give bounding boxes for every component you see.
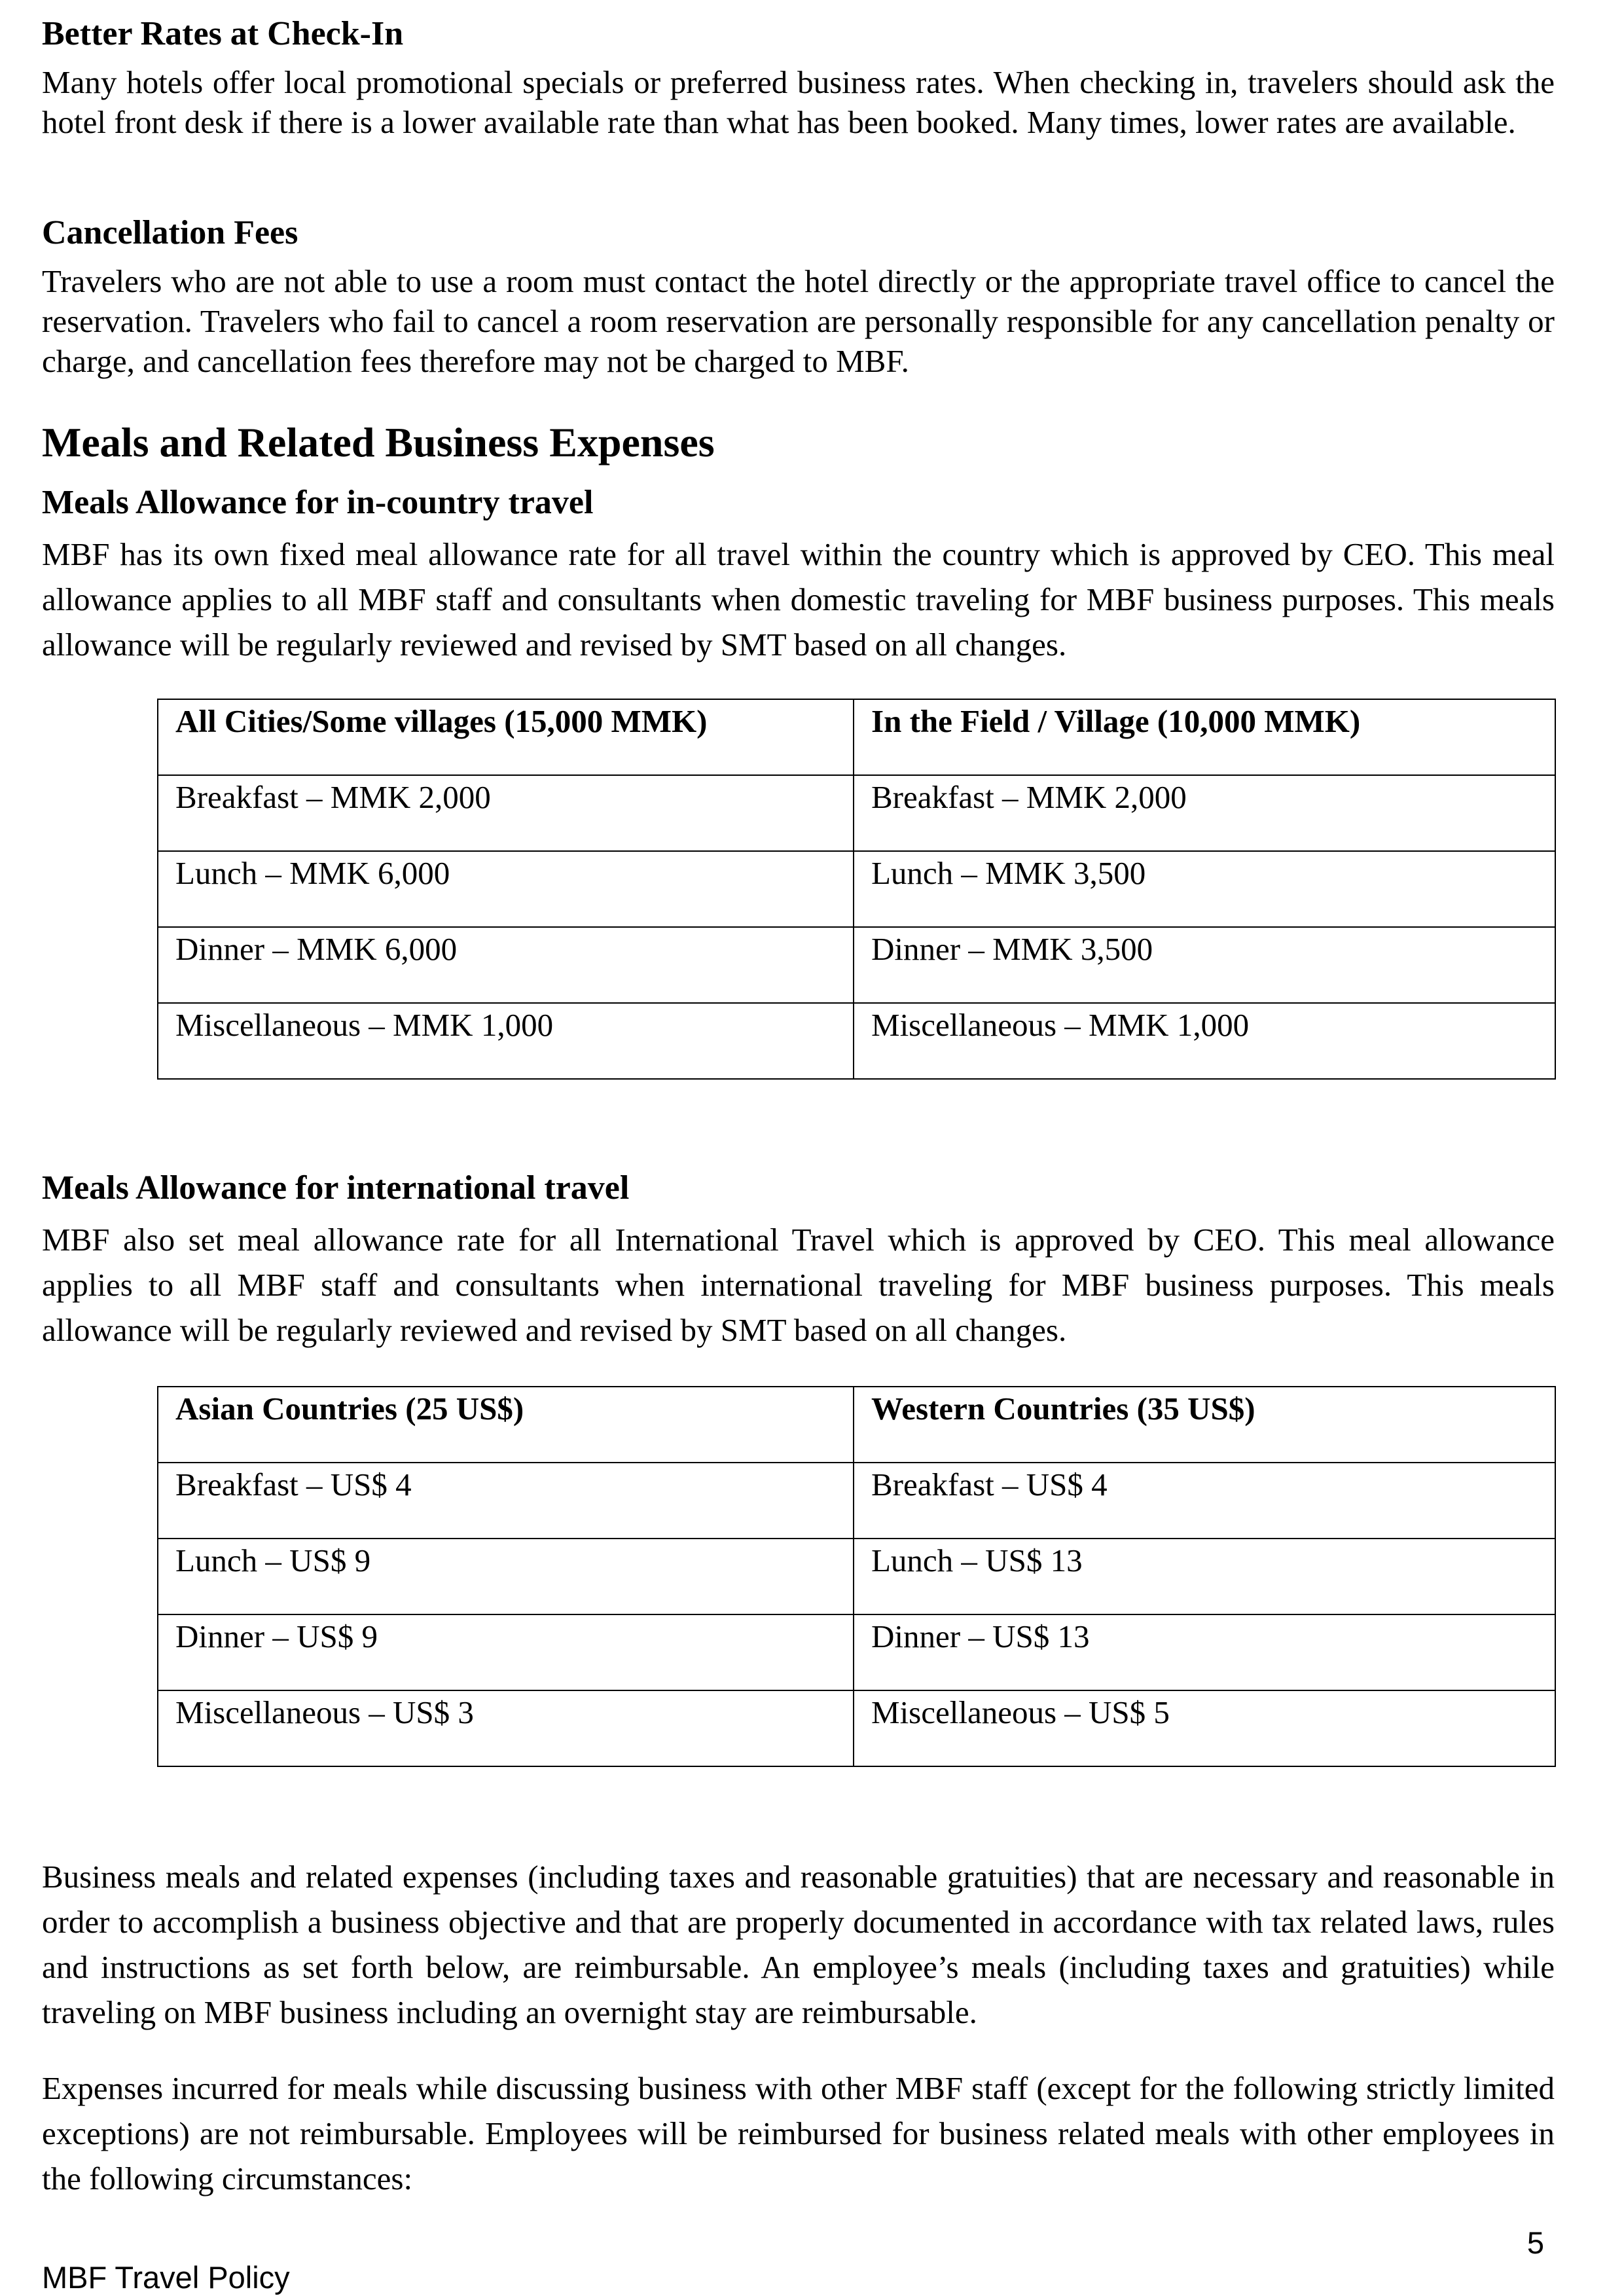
cancellation-heading: Cancellation Fees: [42, 214, 298, 251]
table-header-cell: Western Countries (35 US$): [854, 1387, 1555, 1463]
check-in-heading: Better Rates at Check-In: [42, 15, 404, 52]
footer-document-title: MBF Travel Policy: [42, 2260, 290, 2295]
table-cell: Lunch – MMK 6,000: [158, 851, 854, 927]
domestic-allowance-table: [157, 699, 1556, 1080]
table-row: [158, 1003, 1555, 1079]
table-row: [158, 851, 1555, 927]
international-allowance-table: [157, 1386, 1556, 1767]
table-row: [158, 1614, 1555, 1690]
table-row: [158, 1463, 1555, 1539]
table-cell: Miscellaneous – US$ 3: [158, 1690, 854, 1766]
table-cell: Breakfast – MMK 2,000: [158, 775, 854, 851]
in-country-paragraph: MBF has its own fixed meal allowance rate for all travel within the country which is approved by CEO. This meal allowance applies to all MBF staff and consultants when domestic traveling for MBF business purposes. This meals allowance will be regularly reviewed and revised by SMT based on all changes.: [42, 536, 1555, 663]
table-header-row: [158, 1387, 1555, 1463]
table-header-cell: Asian Countries (25 US$): [158, 1387, 854, 1463]
cancellation-paragraph: Travelers who are not able to use a room must contact the hotel directly or the appropriate travel office to cancel the reservation. Travelers who fail to cancel a room reservation are personally responsible for any cancellation penalty or charge, and cancellation fees therefore may not be charged to MBF.: [42, 263, 1555, 379]
meals-section-heading: Meals and Related Business Expenses: [42, 419, 715, 465]
table-cell: Miscellaneous – MMK 1,000: [158, 1003, 854, 1079]
international-heading: Meals Allowance for international travel: [42, 1169, 630, 1207]
table-cell: Lunch – US$ 13: [854, 1539, 1555, 1614]
business-meals-exceptions-paragraph: Expenses incurred for meals while discussing business with other MBF staff (except for the following strictly limited exceptions) are not reimbursable. Employees will be reimbursed for business related meals with other employees in the following circumstances:: [42, 2070, 1555, 2196]
table-cell: Breakfast – MMK 2,000: [854, 775, 1555, 851]
table-cell: Breakfast – US$ 4: [158, 1463, 854, 1539]
table-row: [158, 1539, 1555, 1614]
table-cell: Dinner – US$ 13: [854, 1614, 1555, 1690]
table-header-cell: All Cities/Some villages (15,000 MMK): [158, 699, 854, 775]
table-cell: Lunch – US$ 9: [158, 1539, 854, 1614]
international-paragraph: MBF also set meal allowance rate for all International Travel which is approved by CEO. This meal allowance applies to all MBF staff and consultants when international traveling for MBF business purposes. This meals allowance will be regularly reviewed and revised by SMT based on all changes.: [42, 1222, 1555, 1348]
check-in-paragraph: Many hotels offer local promotional specials or preferred business rates. When checking in, travelers should ask the hotel front desk if there is a lower available rate than what has been booked. Many times, lower rates are available.: [42, 64, 1555, 140]
table-cell: Breakfast – US$ 4: [854, 1463, 1555, 1539]
table-row: [158, 775, 1555, 851]
table-row: [158, 927, 1555, 1003]
table-cell: Miscellaneous – MMK 1,000: [854, 1003, 1555, 1079]
table-header-row: [158, 699, 1555, 775]
table-cell: Dinner – MMK 3,500: [854, 927, 1555, 1003]
table-row: [158, 1690, 1555, 1766]
table-cell: Miscellaneous – US$ 5: [854, 1690, 1555, 1766]
in-country-heading: Meals Allowance for in-country travel: [42, 484, 594, 521]
table-cell: Dinner – MMK 6,000: [158, 927, 854, 1003]
table-cell: Lunch – MMK 3,500: [854, 851, 1555, 927]
table-cell: Dinner – US$ 9: [158, 1614, 854, 1690]
business-meals-paragraph: Business meals and related expenses (including taxes and reasonable gratuities) that are necessary and reasonable in order to accomplish a business objective and that are properly documented in accordance with tax related laws, rules and instructions as set forth below, are reimbursable. An employee’s meals (including taxes and gratuities) while traveling on MBF business including an overnight stay are reimbursable.: [42, 1859, 1555, 2030]
page-number: 5: [1526, 2225, 1544, 2260]
table-header-cell: In the Field / Village (10,000 MMK): [854, 699, 1555, 775]
